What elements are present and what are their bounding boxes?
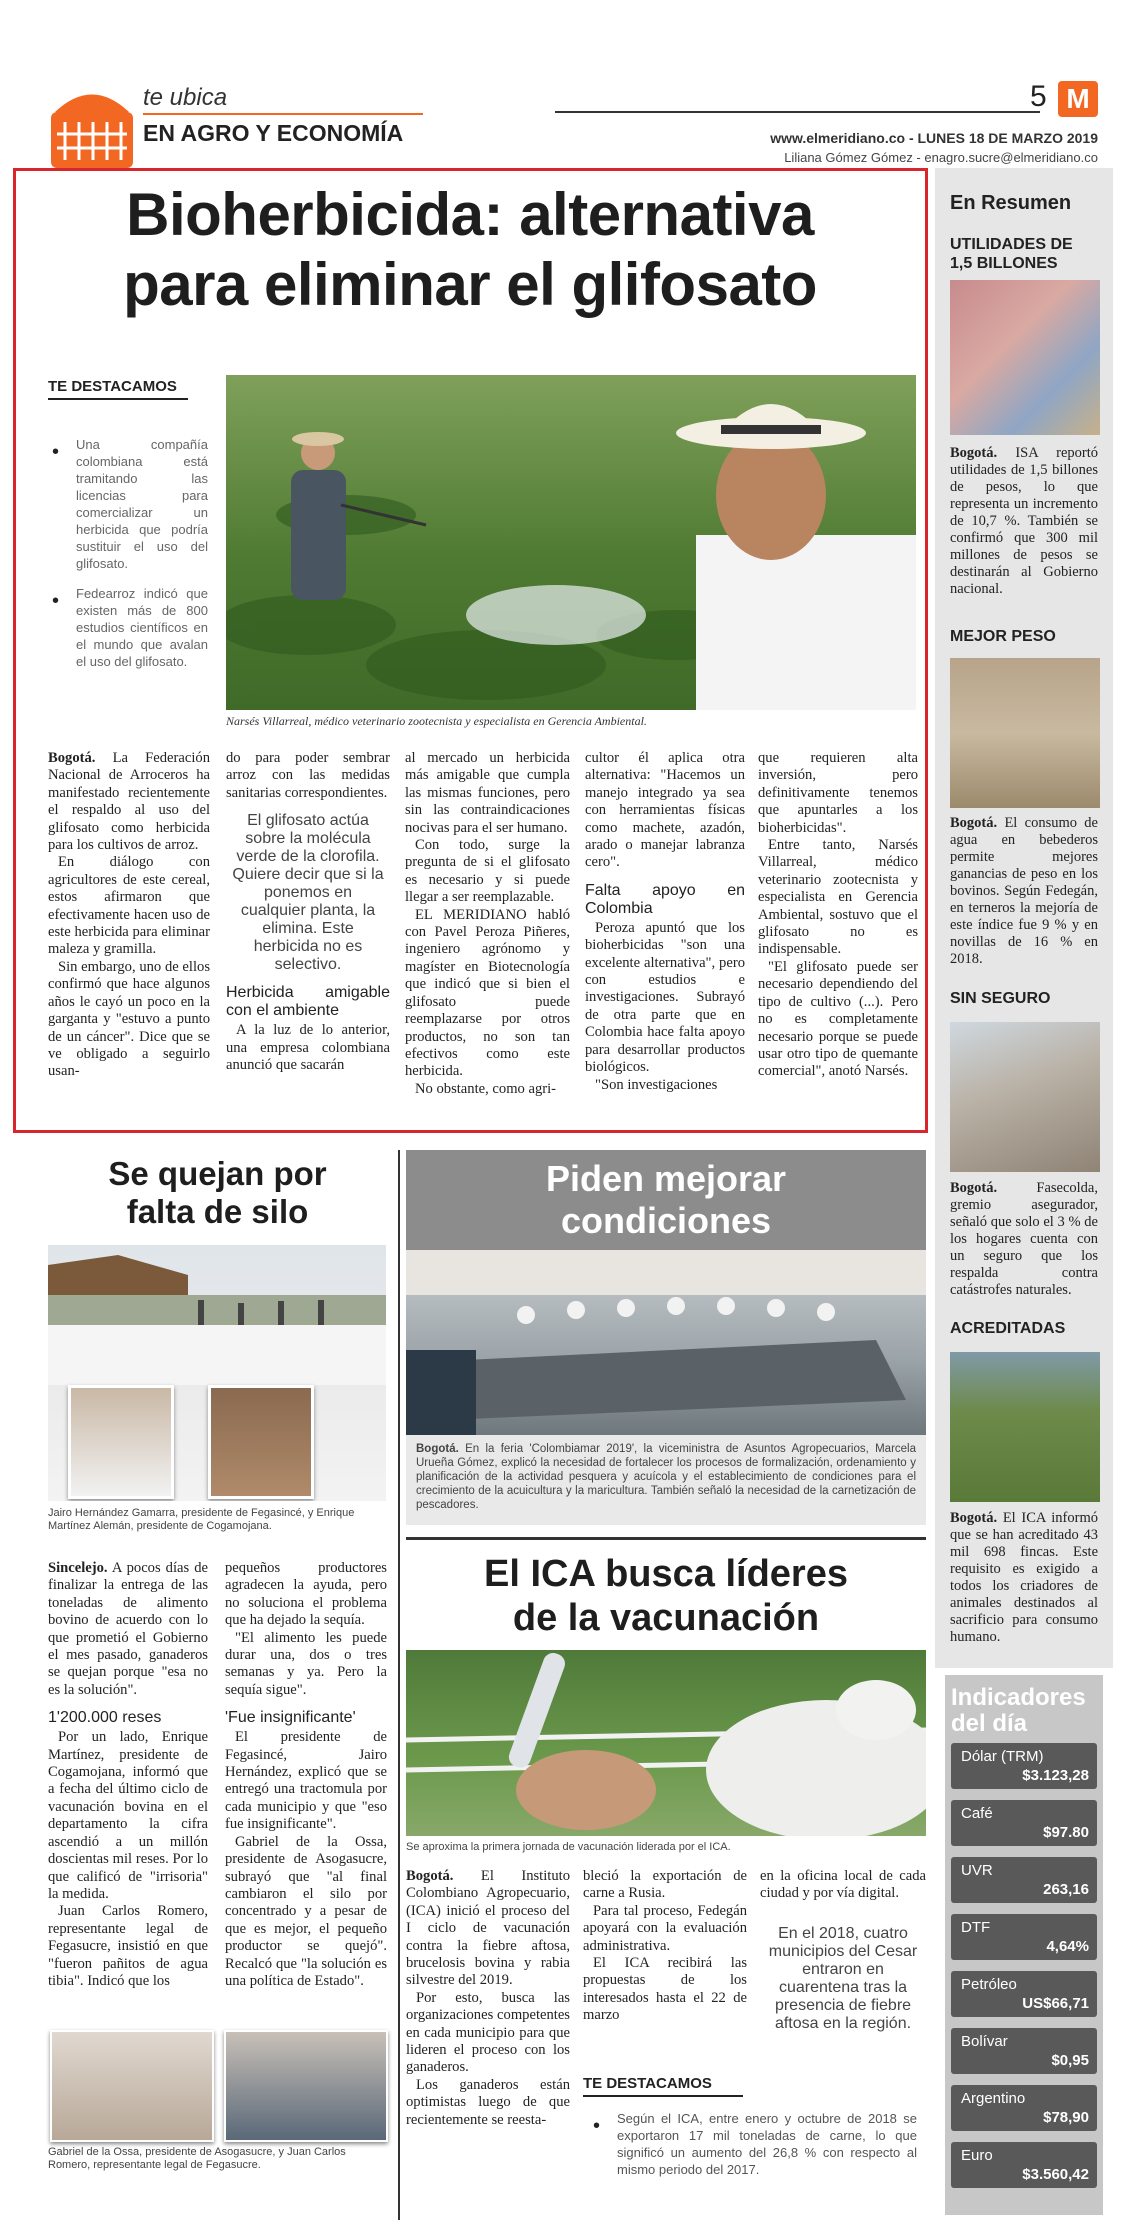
lead-headline <box>30 180 910 320</box>
dateline: Bogotá. <box>950 1510 998 1526</box>
sidebar-title: En Resumen <box>950 192 1072 214</box>
ica-column-3: en la oficina local de cada ciudad y por vía digital. En el 2018, cuatro municipios del Cesar entraron en cuarentena tras la presencia de fiebre aftosa en la región. <box>760 1868 926 2032</box>
subheading: Falta apoyo en Colombia <box>585 881 745 917</box>
dateline: Bogotá. <box>950 445 998 461</box>
silo-headline-line1: Se quejan por <box>108 1155 327 1192</box>
sidebar-text-acreditadas: Bogotá. El ICA informó que se han acreditado 43 mil 698 fincas. Este requisito es exigido a todos los criadores de animales destinados al sacrificio para consumo humano. <box>950 1510 1098 1645</box>
byline: Liliana Gómez Gómez - enagro.sucre@elmeridiano.co <box>784 150 1098 165</box>
section-kicker-line <box>143 113 423 115</box>
piden-headline-line1: Piden mejorar <box>545 1158 787 1199</box>
portrait-enrique <box>208 1385 314 1499</box>
silo-photo <box>48 1245 386 1501</box>
piden-caption: Bogotá. En la feria 'Colombiamar 2019', la viceministra de Asuntos Agropecuarios, Marcela Urueña Gómez, explicó la necesidad de fortalecer los procesos de formalización, ordenamiento y planificación de la actividad pesquera y acuícola y el establecimiento de condiciones para el crecimiento de la acuicultura y la maricultura. También señaló la necesidad de la carnetización de pescadores. <box>416 1443 916 1511</box>
indicator-cafe: Café $97.80 <box>951 1800 1097 1846</box>
silo-column-1: Sincelejo. A pocos días de finalizar la entrega de las toneladas de alimento bovino de acuerdo con lo que prometió el Gobierno el mes pasado, ganaderos se quejan porque "esa no es la solución". 1'200.000 reses Por un lado, Enrique Martínez, presidente de Cogamojana, informó que a fecha del último ciclo de vacunación bovina en el departamento la cifra ascendió a un millón doscientas mil reses. Por lo que calificó de "irrisoria" la medida. Juan Carlos Romero, representante legal de Fegasucre, insistió en que "fueron pañitos de agua tibia". Indicó que los <box>48 1560 208 1989</box>
sidebar-head-sin-seguro: SIN SEGURO <box>950 990 1051 1007</box>
dateline: Bogotá. <box>48 750 96 766</box>
page-number: 5 <box>1030 80 1047 113</box>
site-date: www.elmeridiano.co - LUNES 18 DE MARZO 2019 <box>770 130 1098 146</box>
lead-photo <box>226 375 916 710</box>
lead-column-4: cultor él aplica otra alternativa: "Hacemos un manejo integrado ya sea con herramientas físicas como machete, azadón, arado o manejar labranza cero". Falta apoyo en Colombia Peroza apuntó que los bioherbicidas "son una excelente alternativa", pero con estudios e investigaciones. Subrayó de otra parte que en Colombia hace falta apoyo para desarrollar productos biológicos. "Son investigaciones <box>585 750 745 1093</box>
sidebar-photo-damage <box>950 1022 1100 1172</box>
ica-headline-line2: de la vacunación <box>512 1597 820 1639</box>
sidebar-text-utilidades: Bogotá. ISA reportó utilidades de 1,5 billones de pesos, lo que representa un incremento de 10,7 %. También se confirmó que 300 mil millones de pesos se destinarán al Gobierno nacional. <box>950 445 1098 597</box>
piden-headline-line2: condiciones <box>560 1200 772 1241</box>
ica-highlight: • Según el ICA, entre enero y octubre de 2018 se exportaron 17 mil toneladas de carne, lo que significó un aumento del 26,8 % con respecto al mismo periodo del 2017. <box>617 2110 917 2178</box>
sidebar-photo-herd <box>950 1352 1100 1502</box>
sidebar-text-mejor-peso: Bogotá. El consumo de agua en bebederos permite mejores ganancias de peso en los bovinos. Según Fedegán, en terneros la mejoría de este índice fue 9 % y en novillas de 16 % en 2018. <box>950 815 1098 967</box>
sidebar-text-sin-seguro: Bogotá. Fasecolda, gremio asegurador, señaló que solo el 3 % de los hogares cuenta con un seguro que los respalda contra catástrofes naturales. <box>950 1180 1098 1298</box>
indicator-dolar: Dólar (TRM) $3.123,28 <box>951 1743 1097 1789</box>
lead-column-3: al mercado un herbicida más amigable que cumpla las mismas funciones, pero sin las contraindicaciones nocivas para el ser humano. Con todo, surge la pregunta de si el glifosato es necesario y si puede llegar a ser reemplazable. EL MERIDIANO habló con Pavel Peroza Piñeres, ingeniero agrónomo y magíster en Biotecnología que indicó que si bien el glifosato puede reemplazarse por otros productos, no son tan efectivos como este herbicida. No obstante, como agri- <box>405 750 570 1097</box>
lead-highlight-1: • Una compañía colombiana está tramitando las licencias para comercializar un herbicida que podría sustituir el uso del glifosato. <box>76 436 208 572</box>
dateline: Bogotá. <box>406 1868 454 1884</box>
silo-headline <box>40 1155 395 1231</box>
sidebar-head-utilidades: UTILIDADES DE 1,5 BILLONES <box>950 236 1073 272</box>
lead-highlights-title: TE DESTACAMOS <box>48 378 177 395</box>
ica-highlights-title: TE DESTACAMOS <box>583 2075 712 2092</box>
silo-column-2: pequeños productores agradecen la ayuda, pero no soluciona el problema que ha dejado la sequía. "El alimento les puede durar una, dos o tres semanas y ya. Pero la sequía sigue". 'Fue insignificante' El presidente de Fegasincé, Jairo Hernández, explicó que se entregó una tractomula por cada municipio y que "eso fue insignificante". Gabriel de la Ossa, presidente de Asogasucre, subrayó que "al final cambiaron el silo por concentrado y a pesar de que es mejor, el pequeño productor se quejó". Recalcó que "la solución es una política de Estado". <box>225 1560 387 1989</box>
piden-headline <box>406 1150 926 1250</box>
section-logo <box>47 82 137 172</box>
ica-caption: Se aproxima la primera jornada de vacunación liderada por el ICA. <box>406 1841 731 1853</box>
indicators-title: Indicadores del día <box>951 1684 1086 1737</box>
indicator-argentino: Argentino $78,90 <box>951 2085 1097 2131</box>
ica-photo <box>406 1650 926 1836</box>
ica-column-1: Bogotá. El Instituto Colombiano Agropecuario, (ICA) inició el proceso del I ciclo de vacunación contra la fiebre aftosa, brucelosis bovina y rabia silvestre del 2019. Por esto, busca las organizaciones competentes en cada municipio para que lideren el proceso con los ganaderos. Los ganaderos están optimistas luego de que recientemente se reesta- <box>406 1868 570 2128</box>
lead-headline-line2: para eliminar el glifosato <box>123 251 817 318</box>
section-title: EN AGRO Y ECONOMÍA <box>143 120 404 146</box>
farmer-photo-illustration <box>226 375 916 710</box>
silo-photo-2 <box>48 2030 386 2140</box>
lead-headline-line1: Bioherbicida: alternativa <box>126 181 814 248</box>
subheading: 1'200.000 reses <box>48 1709 162 1727</box>
piden-bottom-rule <box>406 1537 926 1540</box>
calf-vaccine-illustration <box>406 1650 926 1836</box>
subheading: 'Fue insignificante' <box>225 1709 356 1727</box>
dateline: Sincelejo. <box>48 1560 108 1576</box>
lead-column-1: Bogotá. La Federación Nacional de Arroceros ha manifestado recientemente el respaldo al uso del glifosato como herbicida para los cultivos de arroz. En diálogo con agricultores de este cereal, estos afirmaron que efectivamente hacen uso de este herbicida para eliminar maleza y gramilla. Sin embargo, uno de ellos confirmó que hace algunos años le cayó un poco en la garganta y "estuvo a punto de un cáncer". Dice que se ve obligado a seguirlo usan- <box>48 750 210 1080</box>
sidebar-photo-money <box>950 280 1100 435</box>
sidebar-head-acreditadas: ACREDITADAS <box>950 1320 1066 1337</box>
meeting-photo-illustration <box>406 1250 926 1435</box>
lead-highlight-2: • Fedearroz indicó que existen más de 800 estudios científicos en el mundo que avalan el uso del glifosato. <box>76 585 208 670</box>
indicator-bolivar: Bolívar $0,95 <box>951 2028 1097 2074</box>
ica-headline-line1: El ICA busca líderes <box>484 1553 848 1595</box>
sidebar-photo-cattle <box>950 658 1100 808</box>
silo-headline-line2: falta de silo <box>126 1193 309 1230</box>
sidebar-head-mejor-peso: MEJOR PESO <box>950 628 1056 645</box>
portrait-jairo <box>68 1385 174 1499</box>
vertical-divider <box>398 1150 400 2220</box>
header-rule <box>555 111 1040 113</box>
lead-column-5: que requieren alta inversión, pero definitivamente tenemos que apuntarles a los bioherbicidas". Entre tanto, Narsés Villarreal, médico veterinario zootecnista y especialista en Gerencia Ambiental, sostuvo que el glifosato no es indispensable. "El glifosato puede ser necesario dependiendo del tipo de cultivo (...). Pero no es completamente necesario porque se puede usar otro tipo de quemante comercial", anotó Narsés. <box>758 750 918 1080</box>
ica-headline <box>406 1552 926 1640</box>
section-kicker: te ubica <box>143 84 228 111</box>
indicator-uvr: UVR 263,16 <box>951 1857 1097 1903</box>
dateline: Bogotá. <box>950 815 998 831</box>
portrait-juan-carlos <box>224 2030 388 2142</box>
portrait-gabriel <box>50 2030 214 2142</box>
subheading: Herbicida amigable con el ambiente <box>226 984 390 1020</box>
indicator-dtf: DTF 4,64% <box>951 1914 1097 1960</box>
silo-caption-2: Gabriel de la Ossa, presidente de Asogasucre, y Juan Carlos Romero, representante legal de Fegasucre. <box>48 2146 346 2171</box>
dateline: Bogotá. <box>950 1180 998 1196</box>
lead-highlights-rule <box>48 398 188 400</box>
pull-quote: El glifosato actúa sobre la molécula verde de la clorofila. Quiere decir que si la ponemos en cualquier planta, la elimina. Este herbicida no es selectivo. <box>232 812 384 974</box>
pull-quote: En el 2018, cuatro municipios del Cesar entraron en cuarentena tras la presencia de fiebre aftosa en la región. <box>768 1924 918 2032</box>
silo-caption-1: Jairo Hernández Gamarra, presidente de Fegasincé, y Enrique Martínez Alemán, presidente de Cogamojana. <box>48 1507 355 1532</box>
brand-logo: M <box>1058 81 1098 117</box>
indicator-euro: Euro $3.560,42 <box>951 2142 1097 2188</box>
piden-box <box>406 1150 926 1525</box>
indicator-petroleo: Petróleo US$66,71 <box>951 1971 1097 2017</box>
lead-photo-caption: Narsés Villarreal, médico veterinario zootecnista y especialista en Gerencia Ambiental. <box>226 714 647 728</box>
basket-icon <box>47 82 137 172</box>
dateline: Bogotá. <box>416 1443 459 1455</box>
ica-highlights-rule <box>583 2095 743 2097</box>
piden-photo <box>406 1250 926 1435</box>
lead-column-2: do para poder sembrar arroz con las medidas sanitarias correspondientes. El glifosato actúa sobre la molécula verde de la clorofila. Quiere decir que si la ponemos en cualquier planta, la elimina. Este herbicida no es selectivo. Herbicida amigable con el ambiente A la luz de lo anterior, una empresa colombiana anunció que sacarán <box>226 750 390 1074</box>
ica-column-2: bleció la exportación de carne a Rusia. Para tal proceso, Fedegán apoyará con la evaluación administrativa. El ICA recibirá las propuestas de los interesados hasta el 22 de marzo <box>583 1868 747 2024</box>
